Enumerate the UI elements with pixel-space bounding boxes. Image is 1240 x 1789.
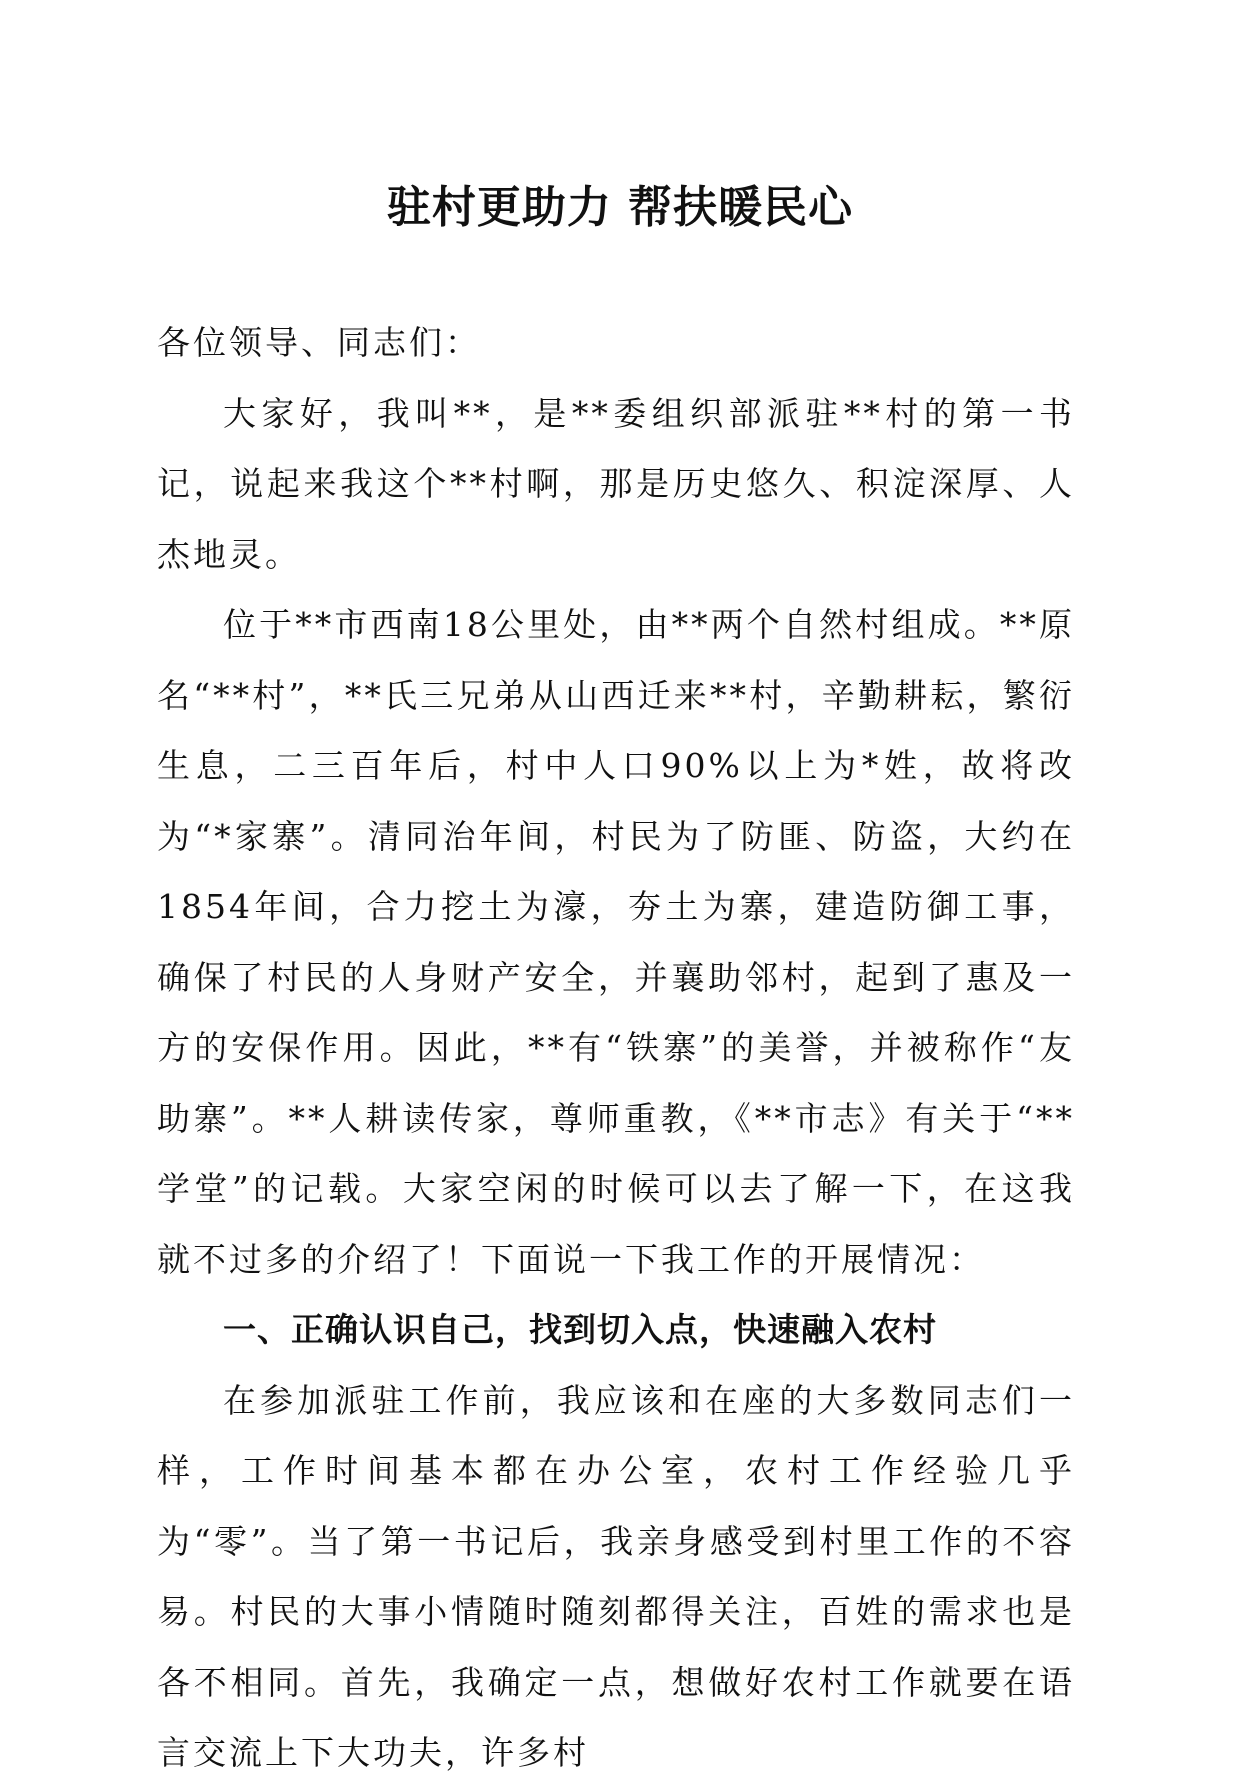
paragraph-village-history: 位于**市西南18公里处，由**两个自然村组成。**原名“**村”，**氏三兄弟从山西迁来**村，辛勤耕耘，繁衍生息，二三百年后，村中人口90%以上为*姓，故将改为“*家寨”。清同治年间，村民为了防匪、防盗，大约在1854年间，合力挖土为濠，夯土为寨，建造防御工事，确保了村民的人身财产安全，并襄助邻村，起到了惠及一方的安保作用。因此，**有“铁寨”的美誉，并被称作“友助寨”。**人耕读传家，尊师重教，《**市志》有关于“**学堂”的记载。大家空闲的时候可以去了解一下，在这我就不过多的介绍了！下面说一下我工作的开展情况： (157, 605, 1075, 1279)
paragraph-section-one: 在参加派驻工作前，我应该和在座的大多数同志们一样，工作时间基本都在办公室，农村工作经验几乎为“零”。当了第一书记后，我亲身感受到村里工作的不容易。村民的大事小情随时随刻都得关注，百姓的需求也是各不相同。首先，我确定一点，想做好农村工作就要在语言交流上下大功夫，许多村 (157, 1380, 1075, 1772)
section-heading: 一、正确认识自己，找到切入点，快速融入农村 (223, 1310, 937, 1349)
salutation: 各位领导、同志们： (157, 323, 481, 362)
document-title: 驻村更助力 帮扶暖民心 (386, 182, 854, 233)
document-body (157, 308, 1075, 1789)
paragraph-introduction: 大家好，我叫**，是**委组织部派驻**村的第一书记，说起来我这个**村啊，那是历史悠久、积淀深厚、人杰地灵。 (157, 393, 1075, 574)
